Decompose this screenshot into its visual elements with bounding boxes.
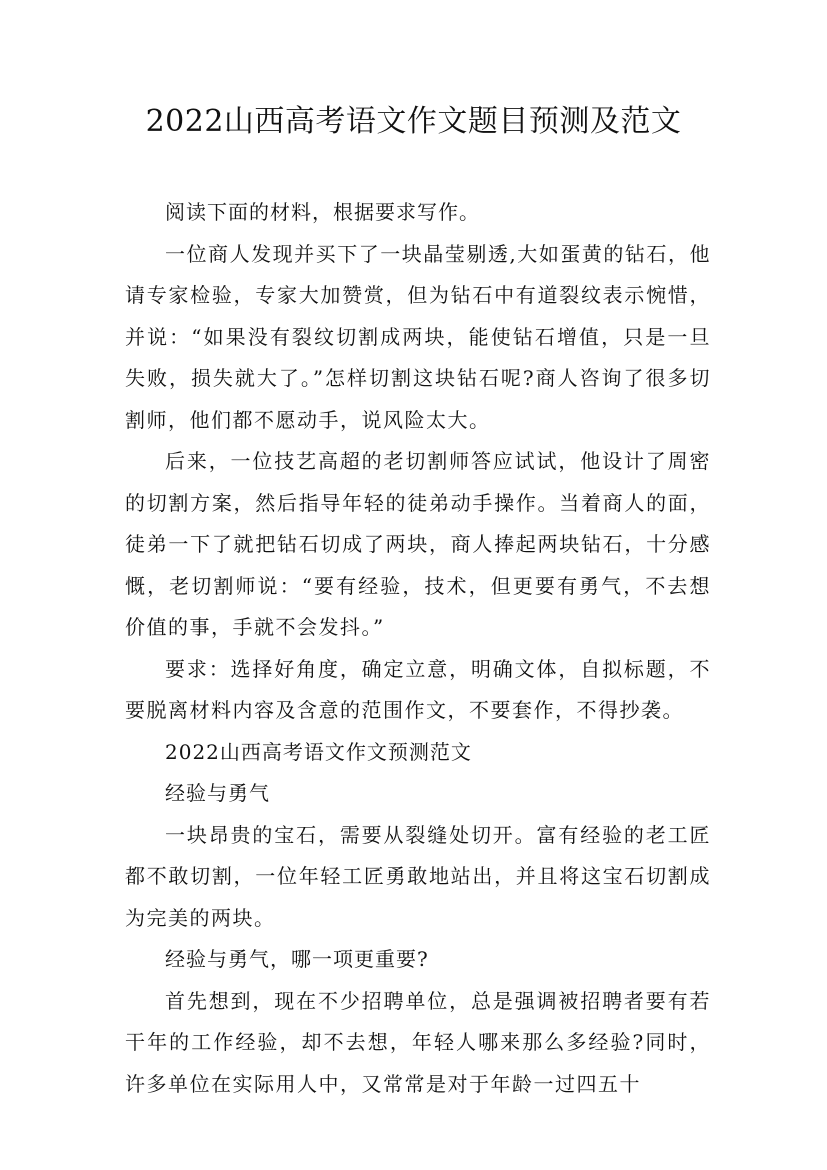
paragraph-instruction: 阅读下面的材料，根据要求写作。 [165, 200, 480, 224]
paragraph-material-1: 一位商人发现并买下了一块晶莹剔透,大如蛋黄的钻石，他请专家检验，专家大加赞赏，但为钻石中有道裂纹表示惋惜，并说：“如果没有裂纹切割成两块，能使钻石增值，只是一旦失败，损失就大了。”怎样切割这块钻石呢?商人咨询了很多切割师，他们都不愿动手，说风险太大。 [125, 241, 711, 432]
paragraph-essay-title: 经验与勇气 [165, 781, 270, 805]
paragraph-material-2: 后来，一位技艺高超的老切割师答应试试，他设计了周密的切割方案，然后指导年轻的徒弟动手操作。当着商人的面，徒弟一下了就把钻石切成了两块，商人捧起两块钻石，十分感慨，老切割师说：“要有经验，技术，但更要有勇气，不去想价值的事，手就不会发抖。” [125, 449, 711, 639]
document-body [125, 192, 711, 1105]
paragraph-essay-1: 一块昂贵的宝石，需要从裂缝处切开。富有经验的老工匠都不敢切割，一位年轻工匠勇敢地站出，并且将这宝石切割成为完美的两块。 [125, 822, 711, 930]
paragraph-essay-3: 首先想到，现在不少招聘单位，总是强调被招聘者要有若干年的工作经验，却不去想，年轻人哪来那么多经验?同时，许多单位在实际用人中，又常常是对于年龄一过四五十 [125, 988, 711, 1096]
paragraph-requirements: 要求：选择好角度，确定立意，明确文体，自拟标题，不要脱离材料内容及含意的范围作文，不要套作，不得抄袭。 [125, 656, 711, 722]
paragraph-sample-heading: 2022山西高考语文作文预测范文 [165, 739, 472, 764]
paragraph-essay-2: 经验与勇气，哪一项更重要? [165, 947, 429, 971]
document-title: 2022山西高考语文作文题目预测及范文 [145, 104, 682, 139]
